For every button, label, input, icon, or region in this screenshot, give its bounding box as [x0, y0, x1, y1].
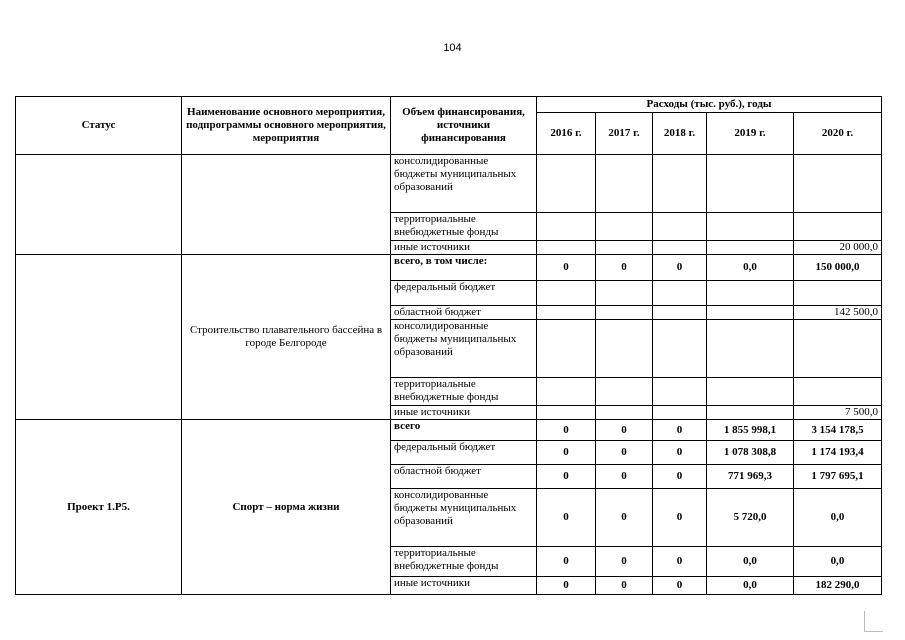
value-cell: 20 000,0: [794, 241, 882, 255]
value-cell: [794, 378, 882, 406]
value-cell: 0: [653, 465, 707, 489]
value-cell: [794, 155, 882, 213]
value-cell: 0: [596, 255, 653, 281]
value-cell: 0: [537, 465, 596, 489]
name-cell: Спорт – норма жизни: [182, 420, 391, 595]
source-cell: иные источники: [391, 577, 537, 595]
value-cell: 7 500,0: [794, 406, 882, 420]
value-cell: [707, 320, 794, 378]
value-cell: [707, 241, 794, 255]
table-row: [16, 255, 882, 281]
value-cell: [596, 155, 653, 213]
value-cell: [794, 213, 882, 241]
value-cell: [794, 281, 882, 306]
page-number: 104: [443, 42, 462, 54]
value-cell: 0,0: [794, 547, 882, 577]
value-cell: 150 000,0: [794, 255, 882, 281]
value-cell: 0: [653, 577, 707, 595]
name-cell: [182, 155, 391, 255]
value-cell: [537, 213, 596, 241]
value-cell: 0: [596, 489, 653, 547]
value-cell: 0: [653, 441, 707, 465]
value-cell: [596, 320, 653, 378]
value-cell: [653, 320, 707, 378]
value-cell: [537, 406, 596, 420]
status-cell: [16, 155, 182, 255]
value-cell: 0,0: [707, 255, 794, 281]
value-cell: [653, 213, 707, 241]
value-cell: [653, 306, 707, 320]
value-cell: [537, 155, 596, 213]
value-cell: [537, 281, 596, 306]
source-cell: консолидированные бюджеты муниципальных образований: [391, 155, 537, 213]
financing-table: [15, 96, 882, 595]
value-cell: 0: [596, 547, 653, 577]
source-cell: территориальные внебюджетные фонды: [391, 547, 537, 577]
header-year: 2018 г.: [653, 113, 707, 155]
value-cell: 0: [653, 255, 707, 281]
value-cell: [707, 406, 794, 420]
value-cell: 0,0: [707, 547, 794, 577]
header-year: 2017 г.: [596, 113, 653, 155]
header-status: Статус: [16, 97, 182, 155]
value-cell: 3 154 178,5: [794, 420, 882, 441]
header-year: 2020 г.: [794, 113, 882, 155]
page-corner-mark: [864, 611, 883, 632]
source-cell: федеральный бюджет: [391, 441, 537, 465]
value-cell: [653, 406, 707, 420]
value-cell: 0: [537, 489, 596, 547]
value-cell: 0: [537, 547, 596, 577]
value-cell: [653, 241, 707, 255]
name-cell: Строительство плавательного бассейна в городе Белгороде: [182, 255, 391, 420]
value-cell: 5 720,0: [707, 489, 794, 547]
value-cell: [596, 241, 653, 255]
value-cell: 771 969,3: [707, 465, 794, 489]
value-cell: 0: [653, 547, 707, 577]
value-cell: [596, 213, 653, 241]
source-cell: областной бюджет: [391, 465, 537, 489]
value-cell: [707, 306, 794, 320]
value-cell: [653, 378, 707, 406]
value-cell: [596, 281, 653, 306]
header-expenses: Расходы (тыс. руб.), годы: [537, 97, 882, 113]
value-cell: 0: [596, 577, 653, 595]
value-cell: 0: [537, 577, 596, 595]
value-cell: [537, 320, 596, 378]
value-cell: 0: [537, 441, 596, 465]
value-cell: [537, 378, 596, 406]
value-cell: [707, 155, 794, 213]
value-cell: 0: [537, 420, 596, 441]
value-cell: 1 797 695,1: [794, 465, 882, 489]
table-row: [16, 420, 882, 441]
value-cell: [596, 378, 653, 406]
value-cell: 0: [653, 420, 707, 441]
header-volume: Объем финансирования, источники финансирования: [391, 97, 537, 155]
source-cell: иные источники: [391, 406, 537, 420]
source-cell: областной бюджет: [391, 306, 537, 320]
value-cell: [653, 281, 707, 306]
value-cell: [707, 378, 794, 406]
value-cell: 0,0: [794, 489, 882, 547]
value-cell: 1 078 308,8: [707, 441, 794, 465]
value-cell: [537, 241, 596, 255]
header-name: Наименование основного мероприятия, подпрограммы основного мероприятия, мероприятия: [182, 97, 391, 155]
header-year: 2019 г.: [707, 113, 794, 155]
value-cell: [537, 306, 596, 320]
value-cell: 0: [537, 255, 596, 281]
value-cell: [653, 155, 707, 213]
value-cell: 142 500,0: [794, 306, 882, 320]
source-cell: федеральный бюджет: [391, 281, 537, 306]
value-cell: [596, 406, 653, 420]
value-cell: [794, 320, 882, 378]
value-cell: 1 855 998,1: [707, 420, 794, 441]
value-cell: [707, 281, 794, 306]
source-cell: территориальные внебюджетные фонды: [391, 213, 537, 241]
source-cell: консолидированные бюджеты муниципальных образований: [391, 320, 537, 378]
source-cell: территориальные внебюджетные фонды: [391, 378, 537, 406]
value-cell: 0,0: [707, 577, 794, 595]
value-cell: 0: [596, 420, 653, 441]
value-cell: 1 174 193,4: [794, 441, 882, 465]
header-year: 2016 г.: [537, 113, 596, 155]
table-row: [16, 155, 882, 213]
value-cell: [707, 213, 794, 241]
status-cell: Проект 1.Р5.: [16, 420, 182, 595]
status-cell: [16, 255, 182, 420]
value-cell: [596, 306, 653, 320]
source-cell: всего, в том числе:: [391, 255, 537, 281]
source-cell: всего: [391, 420, 537, 441]
source-cell: консолидированные бюджеты муниципальных образований: [391, 489, 537, 547]
value-cell: 182 290,0: [794, 577, 882, 595]
value-cell: 0: [596, 441, 653, 465]
source-cell: иные источники: [391, 241, 537, 255]
value-cell: 0: [653, 489, 707, 547]
value-cell: 0: [596, 465, 653, 489]
